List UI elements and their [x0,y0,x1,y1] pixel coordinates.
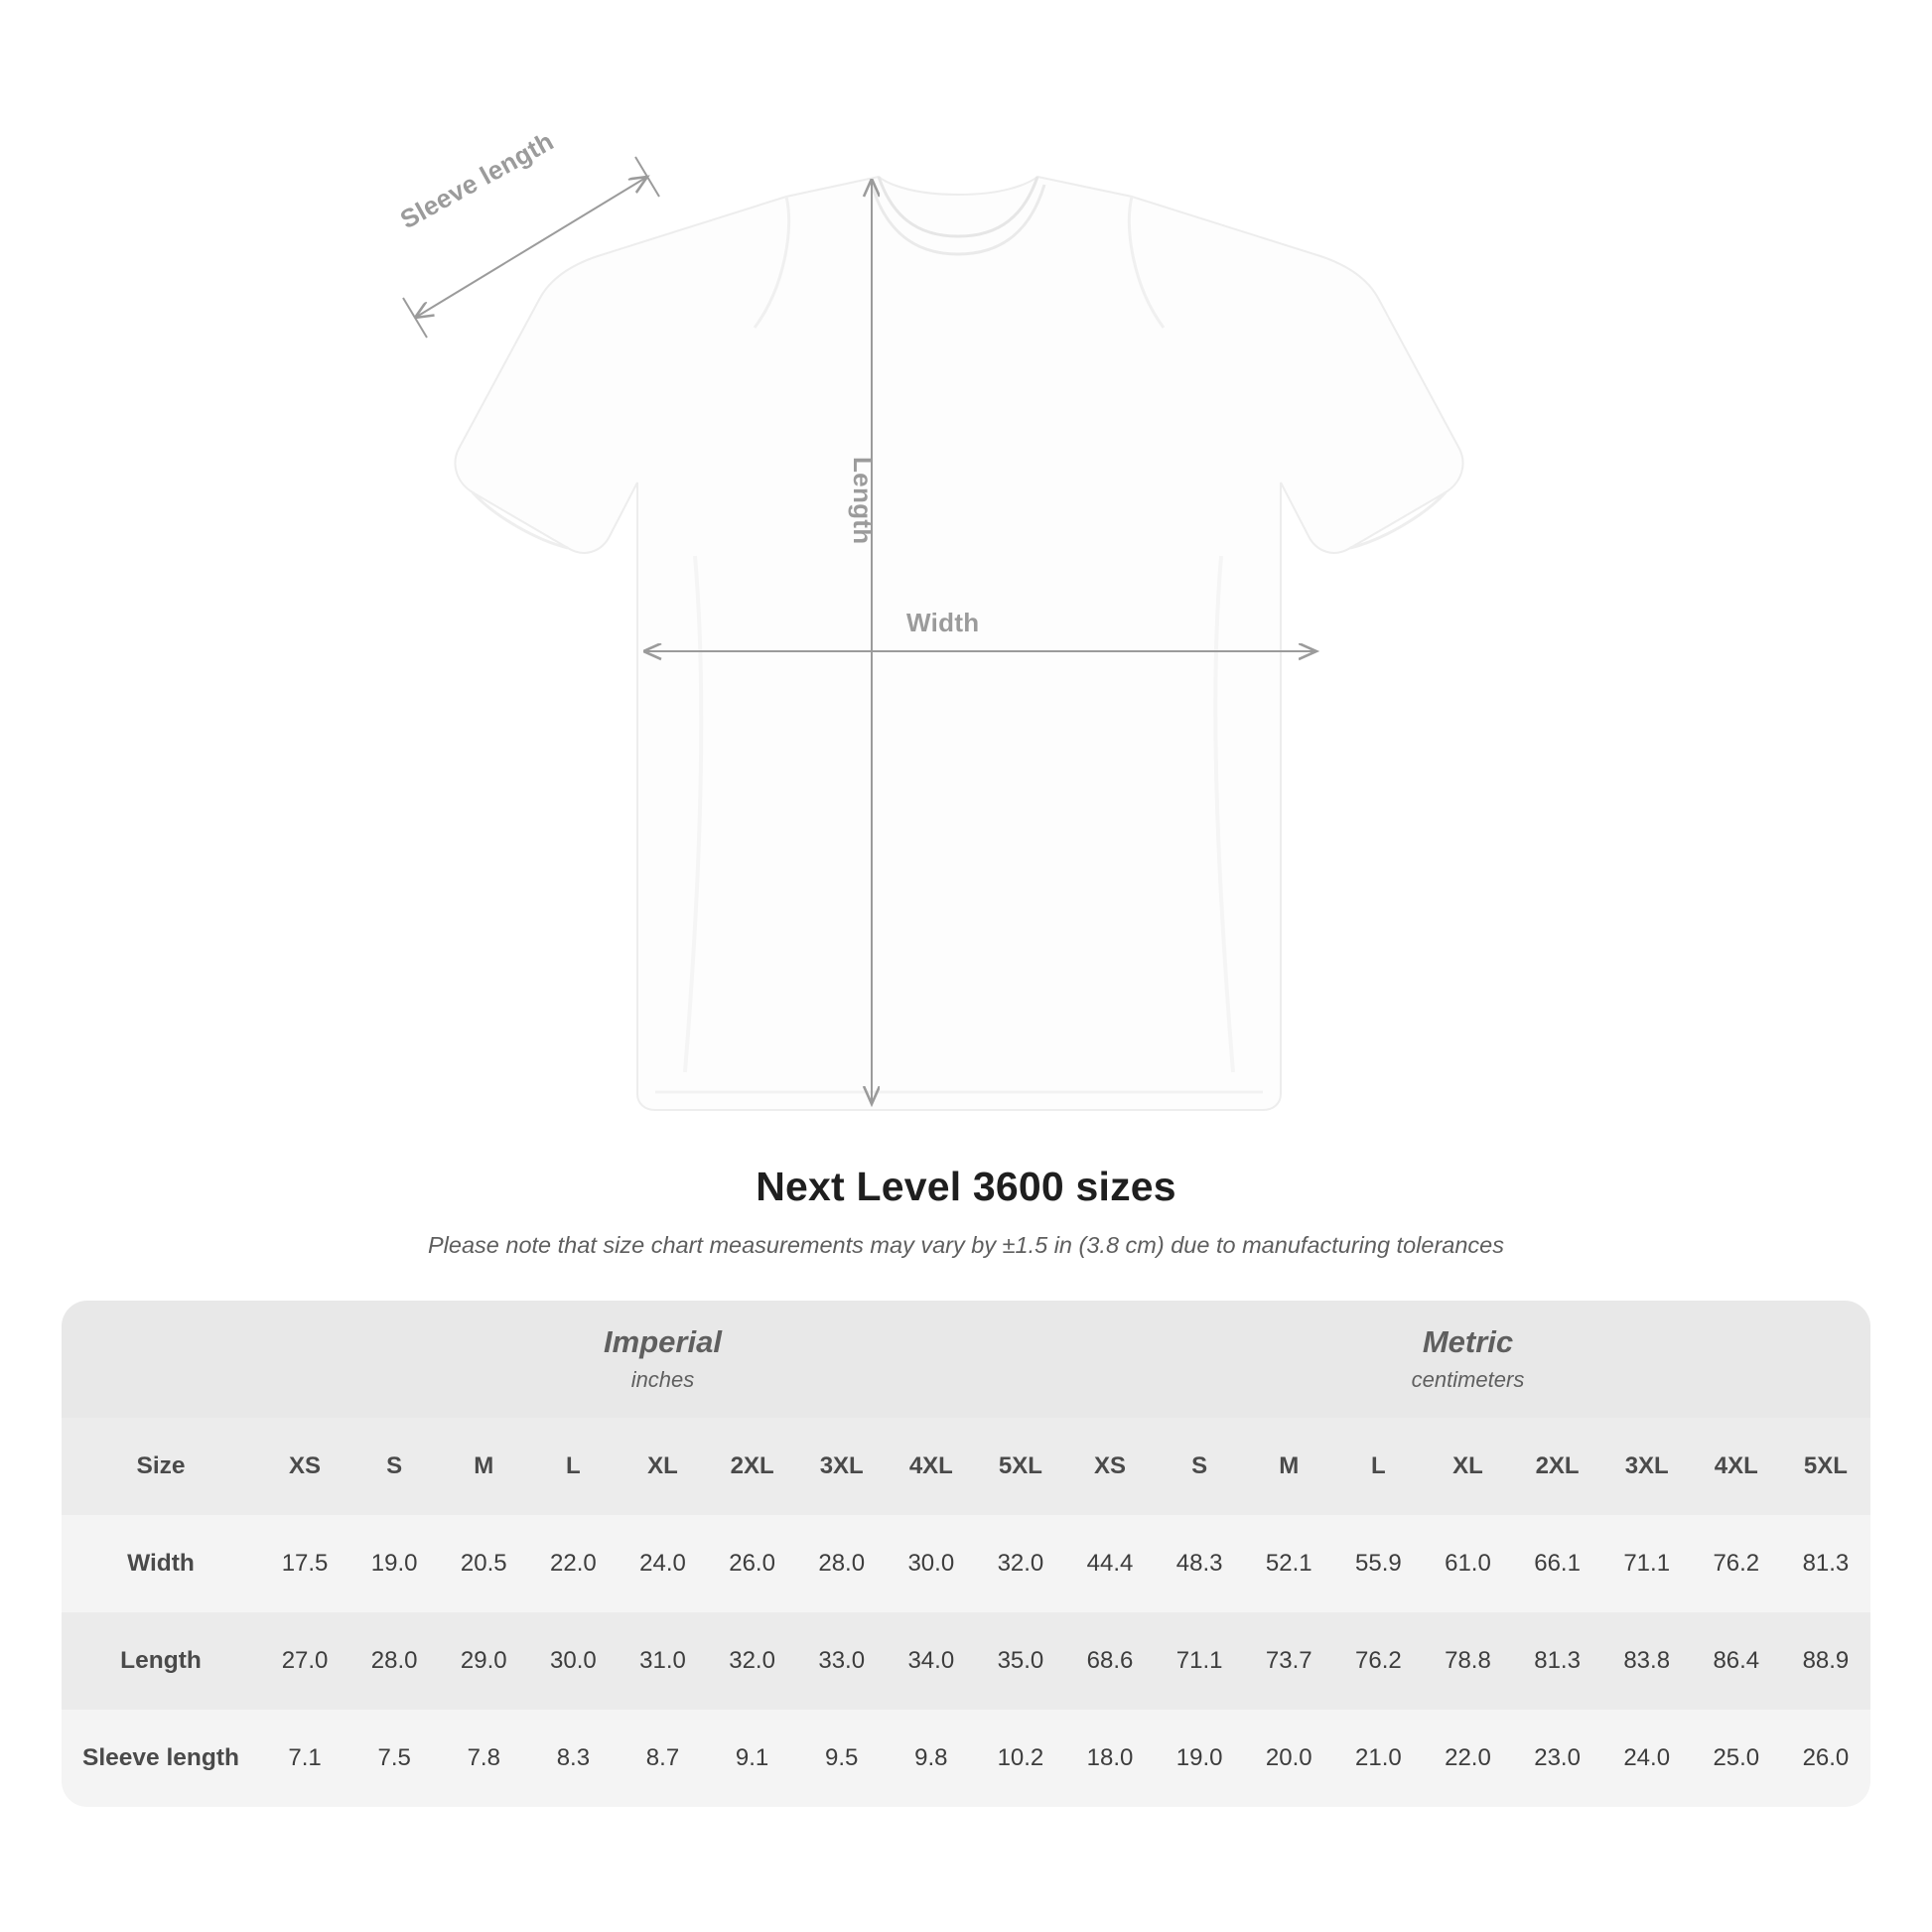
measurement-cell: 30.0 [528,1612,618,1710]
measurement-cell: 26.0 [1781,1710,1870,1807]
size-column-header: XL [618,1418,707,1515]
size-header-row [62,1418,1870,1515]
size-column-header: XL [1423,1418,1512,1515]
measurement-cell: 32.0 [976,1515,1065,1612]
measurement-cell: 71.1 [1602,1515,1692,1612]
size-column-header: 5XL [1781,1418,1870,1515]
size-column-header: S [1155,1418,1244,1515]
measurement-cell: 17.5 [260,1515,349,1612]
measurement-cell: 83.8 [1602,1612,1692,1710]
measurement-cell: 20.0 [1244,1710,1333,1807]
measurement-cell: 20.5 [439,1515,528,1612]
length-label: Length [848,457,878,545]
measurement-cell: 7.8 [439,1710,528,1807]
tolerance-note: Please note that size chart measurements may vary by ±1.5 in (3.8 cm) due to manufacturing tolerances [428,1232,1504,1258]
measurement-cell: 71.1 [1155,1612,1244,1710]
measurement-cell: 81.3 [1781,1515,1870,1612]
unit-system-spacer [62,1301,260,1418]
row-header-sleeve-length: Sleeve length [62,1710,260,1807]
measurement-cell: 34.0 [887,1612,976,1710]
measurement-cell: 73.7 [1244,1612,1333,1710]
measurement-cell: 22.0 [1423,1710,1512,1807]
size-column-header: 2XL [708,1418,797,1515]
metric-unit: centimeters [1411,1367,1525,1393]
measurement-cell: 86.4 [1692,1612,1781,1710]
measurement-cell: 8.3 [528,1710,618,1807]
size-column-header: XS [260,1418,349,1515]
measurement-cell: 61.0 [1423,1515,1512,1612]
measurement-cell: 29.0 [439,1612,528,1710]
measurement-cell: 76.2 [1333,1612,1423,1710]
unit-system-imperial [260,1301,1065,1418]
title-block [0,1164,1932,1259]
size-chart-table [62,1301,1870,1807]
size-column-header: 3XL [797,1418,887,1515]
measurement-cell: 35.0 [976,1612,1065,1710]
measurement-cell: 9.1 [708,1710,797,1807]
size-column-header: 4XL [1692,1418,1781,1515]
table-row [62,1710,1870,1807]
measurement-cell: 10.2 [976,1710,1065,1807]
size-column-header: L [528,1418,618,1515]
size-column-header: 4XL [887,1418,976,1515]
measurement-cell: 28.0 [797,1515,887,1612]
row-header-length: Length [62,1612,260,1710]
measurement-cell: 23.0 [1513,1710,1602,1807]
size-column-header: M [1244,1418,1333,1515]
size-column-header: XS [1065,1418,1155,1515]
measurement-cell: 27.0 [260,1612,349,1710]
measurement-cell: 8.7 [618,1710,707,1807]
measurement-cell: 31.0 [618,1612,707,1710]
size-column-header: 3XL [1602,1418,1692,1515]
measurement-cell: 24.0 [1602,1710,1692,1807]
size-column-header: L [1333,1418,1423,1515]
measurement-cell: 48.3 [1155,1515,1244,1612]
unit-system-metric [1065,1301,1870,1418]
measurement-cell: 9.8 [887,1710,976,1807]
measurement-cell: 7.1 [260,1710,349,1807]
measurement-cell: 22.0 [528,1515,618,1612]
measurement-cell: 7.5 [349,1710,439,1807]
measurement-cell: 9.5 [797,1710,887,1807]
table-row [62,1515,1870,1612]
measurement-cell: 66.1 [1513,1515,1602,1612]
sleeve-length-label: Sleeve length [395,125,559,235]
size-column-header: 5XL [976,1418,1065,1515]
measurement-cell: 24.0 [618,1515,707,1612]
measurement-cell: 26.0 [708,1515,797,1612]
table-row [62,1612,1870,1710]
size-column-header: 2XL [1513,1418,1602,1515]
measurement-cell: 81.3 [1513,1612,1602,1710]
size-row-header: Size [62,1418,260,1515]
measurement-cell: 28.0 [349,1612,439,1710]
measurement-cell: 52.1 [1244,1515,1333,1612]
unit-system-header-row [62,1301,1870,1418]
measurement-cell: 44.4 [1065,1515,1155,1612]
imperial-label: Imperial [604,1323,722,1359]
measurement-cell: 78.8 [1423,1612,1512,1710]
measurement-cell: 88.9 [1781,1612,1870,1710]
measurement-cell: 21.0 [1333,1710,1423,1807]
metric-label: Metric [1422,1323,1514,1359]
size-chart-table-wrapper [62,1301,1870,1807]
measurement-cell: 30.0 [887,1515,976,1612]
measurement-cell: 33.0 [797,1612,887,1710]
size-column-header: M [439,1418,528,1515]
tshirt-shape [455,177,1462,1110]
measurement-cell: 18.0 [1065,1710,1155,1807]
page-title: Next Level 3600 sizes [756,1164,1176,1209]
measurement-cell: 19.0 [349,1515,439,1612]
measurement-cell: 32.0 [708,1612,797,1710]
measurement-cell: 19.0 [1155,1710,1244,1807]
size-column-header: S [349,1418,439,1515]
measurement-cell: 76.2 [1692,1515,1781,1612]
width-label: Width [906,608,980,637]
imperial-unit: inches [630,1367,695,1393]
row-header-width: Width [62,1515,260,1612]
measurement-cell: 55.9 [1333,1515,1423,1612]
measurement-cell: 68.6 [1065,1612,1155,1710]
measurement-cell: 25.0 [1692,1710,1781,1807]
